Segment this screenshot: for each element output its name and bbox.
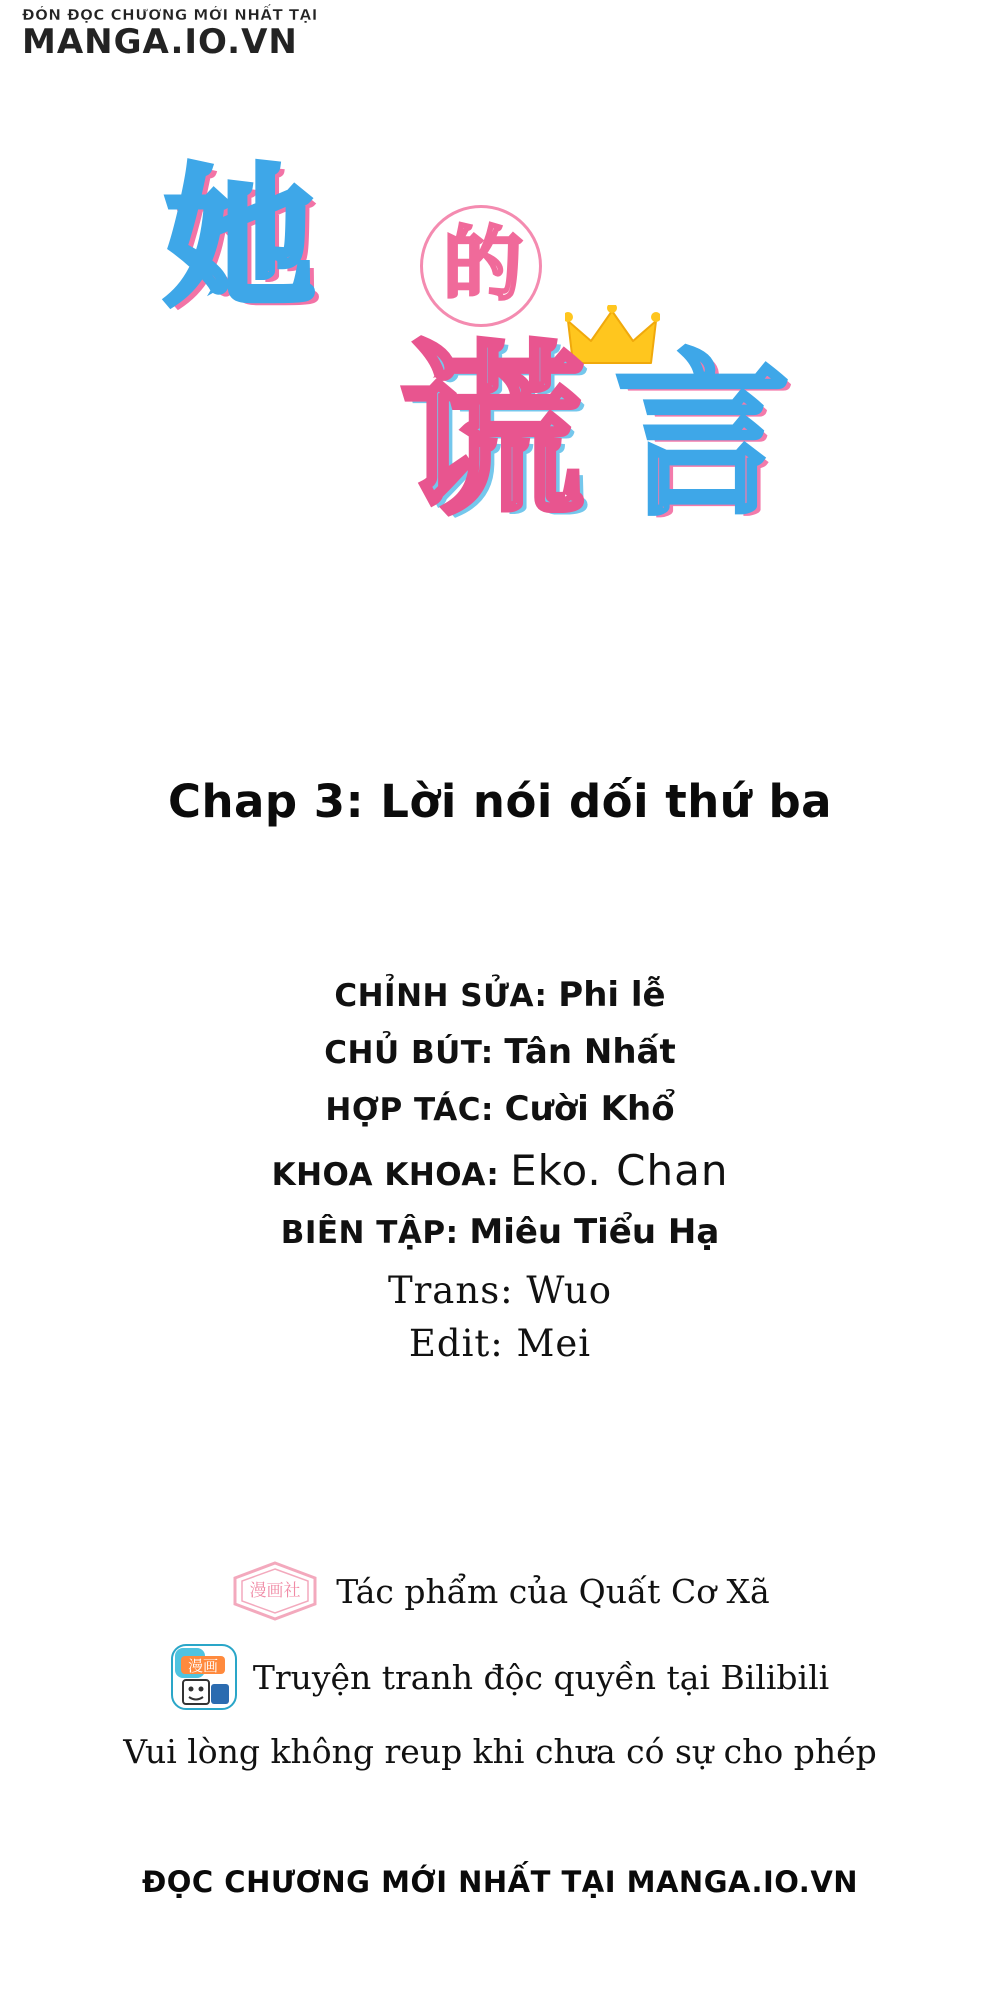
- credit-edit: Edit: Mei: [408, 1322, 592, 1365]
- credit-role: HỢP TÁC:: [325, 1092, 494, 1128]
- top-watermark-line1: ĐÓN ĐỌC CHƯƠNG MỚI NHẤT TẠI: [22, 6, 318, 24]
- credit-row: [0, 1032, 1000, 1072]
- credit-row: [0, 1212, 1000, 1252]
- platform-row: [0, 1644, 1000, 1710]
- logo-char-ta: 她: [165, 153, 316, 327]
- credit-name: Tân Nhất: [504, 1032, 676, 1072]
- credit-row: [0, 1089, 1000, 1129]
- logo-char-de: 的: [443, 218, 523, 311]
- chapter-title: Chap 3: Lời nói dối thứ ba: [167, 775, 833, 828]
- credit-name: Eko. Chan: [510, 1146, 729, 1195]
- credits-block: [0, 975, 1000, 1375]
- credit-row: [0, 1146, 1000, 1195]
- top-watermark: [22, 6, 322, 62]
- notes-block: [0, 1560, 1000, 1771]
- studio-text: Tác phẩm của Quất Cơ Xã: [336, 1571, 770, 1611]
- top-watermark-line2: MANGA.IO.VN: [22, 22, 298, 62]
- credit-name: Cười Khổ: [504, 1089, 675, 1129]
- credit-role: CHỈNH SỬA:: [334, 978, 548, 1014]
- credit-name: Miêu Tiểu Hạ: [469, 1212, 720, 1252]
- credit-trans: Trans: Wuo: [387, 1269, 613, 1312]
- credit-name: Phi lễ: [558, 975, 666, 1015]
- svg-text:漫画: 漫画: [187, 1657, 218, 1675]
- credit-role: CHỦ BÚT:: [324, 1035, 494, 1071]
- disclaimer-text: Vui lòng không reup khi chưa có sự cho phép: [123, 1732, 877, 1771]
- logo-char-huang: 谎: [400, 324, 585, 540]
- credit-role: KHOA KHOA:: [271, 1157, 500, 1193]
- studio-row: [0, 1560, 1000, 1622]
- title-logo: [0, 150, 1000, 550]
- svg-text:漫画社: 漫画社: [249, 1581, 301, 1601]
- credit-row: [0, 975, 1000, 1015]
- bilibili-app-icon: [171, 1644, 237, 1710]
- studio-seal-icon: [230, 1560, 320, 1622]
- bottom-watermark: ĐỌC CHƯƠNG MỚI NHẤT TẠI MANGA.IO.VN: [141, 1865, 859, 1899]
- credit-role: BIÊN TẬP:: [280, 1215, 459, 1251]
- platform-text: Truyện tranh độc quyền tại Bilibili: [252, 1657, 830, 1697]
- logo-char-yan: 言: [615, 336, 790, 539]
